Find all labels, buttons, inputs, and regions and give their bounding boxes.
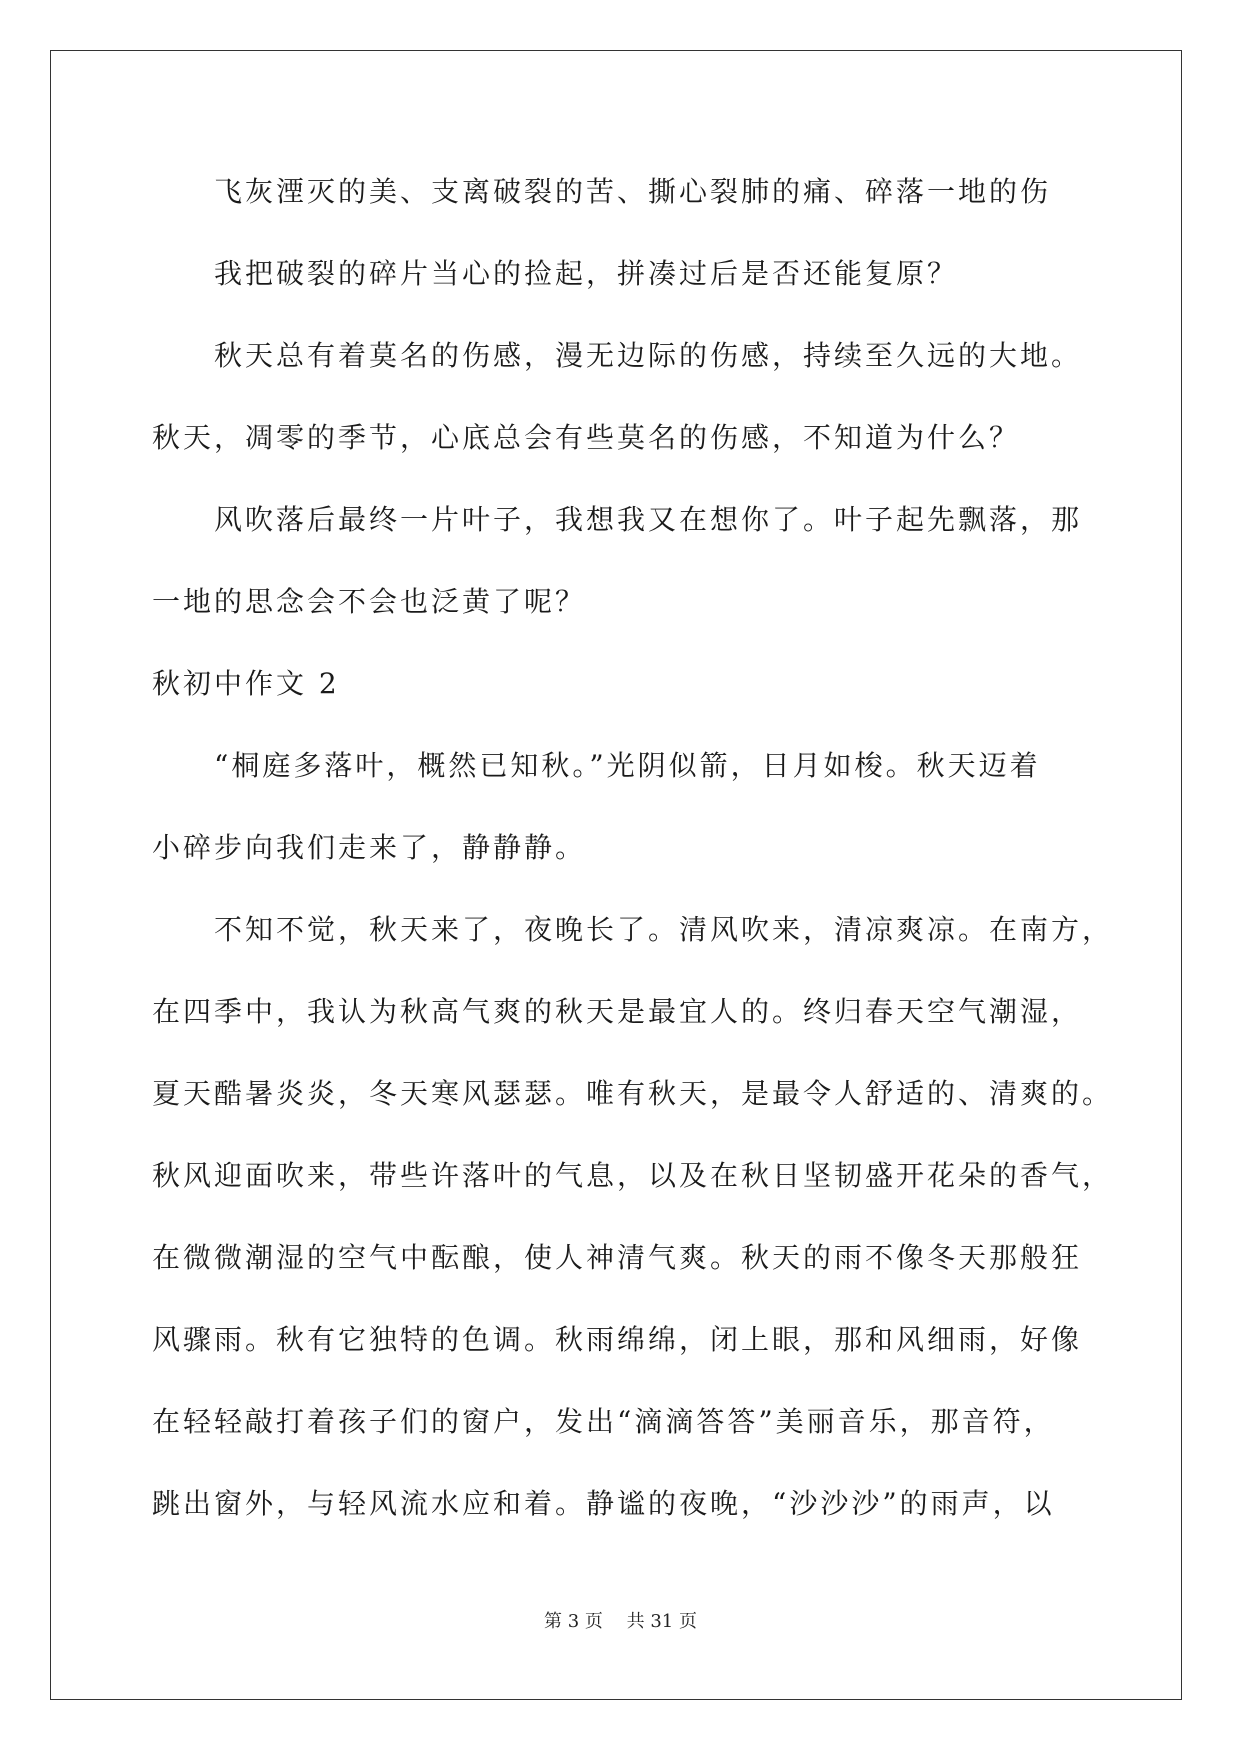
paragraph-line-6: 一地的思念会不会也泛黄了呢？	[152, 585, 587, 618]
paragraph-line-5: 风吹落后最终一片叶子，我想我又在想你了。叶子起先飘落，那	[214, 503, 1083, 536]
paragraph-line-14: 在微微潮湿的空气中酝酿，使人神清气爽。秋天的雨不像冬天那般狂	[152, 1241, 1083, 1274]
page-number-footer: 第 3 页 共 31 页	[544, 1611, 697, 1632]
section-heading: 秋初中作文 2	[152, 667, 340, 700]
paragraph-line-16: 在轻轻敲打着孩子们的窗户，发出“滴滴答答”美丽音乐，那音符，	[152, 1405, 1055, 1438]
paragraph-line-13: 秋风迎面吹来，带些许落叶的气息，以及在秋日坚韧盛开花朵的香气，	[152, 1159, 1114, 1192]
paragraph-line-17: 跳出窗外，与轻风流水应和着。静谧的夜晚，“沙沙沙”的雨声，以	[152, 1487, 1055, 1520]
paragraph-line-9: 小碎步向我们走来了，静静静。	[152, 831, 587, 864]
paragraph-line-8: “桐庭多落叶，概然已知秋。”光阴似箭，日月如梭。秋天迈着	[214, 749, 1041, 782]
paragraph-line-3: 秋天总有着莫名的伤感，漫无边际的伤感，持续至久远的大地。	[214, 339, 1083, 372]
paragraph-line-11: 在四季中，我认为秋高气爽的秋天是最宜人的。终归春天空气潮湿，	[152, 995, 1083, 1028]
paragraph-line-2: 我把破裂的碎片当心的捡起，拼凑过后是否还能复原？	[214, 257, 959, 290]
paragraph-line-4: 秋天，凋零的季节，心底总会有些莫名的伤感，不知道为什么？	[152, 421, 1021, 454]
paragraph-line-12: 夏天酷暑炎炎，冬天寒风瑟瑟。唯有秋天，是最令人舒适的、清爽的。	[152, 1077, 1114, 1110]
paragraph-line-15: 风骤雨。秋有它独特的色调。秋雨绵绵，闭上眼，那和风细雨，好像	[152, 1323, 1083, 1356]
page-border	[50, 50, 1182, 1700]
paragraph-line-1: 飞灰湮灭的美、支离破裂的苦、撕心裂肺的痛、碎落一地的伤	[214, 175, 1052, 208]
paragraph-line-10: 不知不觉，秋天来了，夜晚长了。清风吹来，清凉爽凉。在南方，	[214, 913, 1114, 946]
